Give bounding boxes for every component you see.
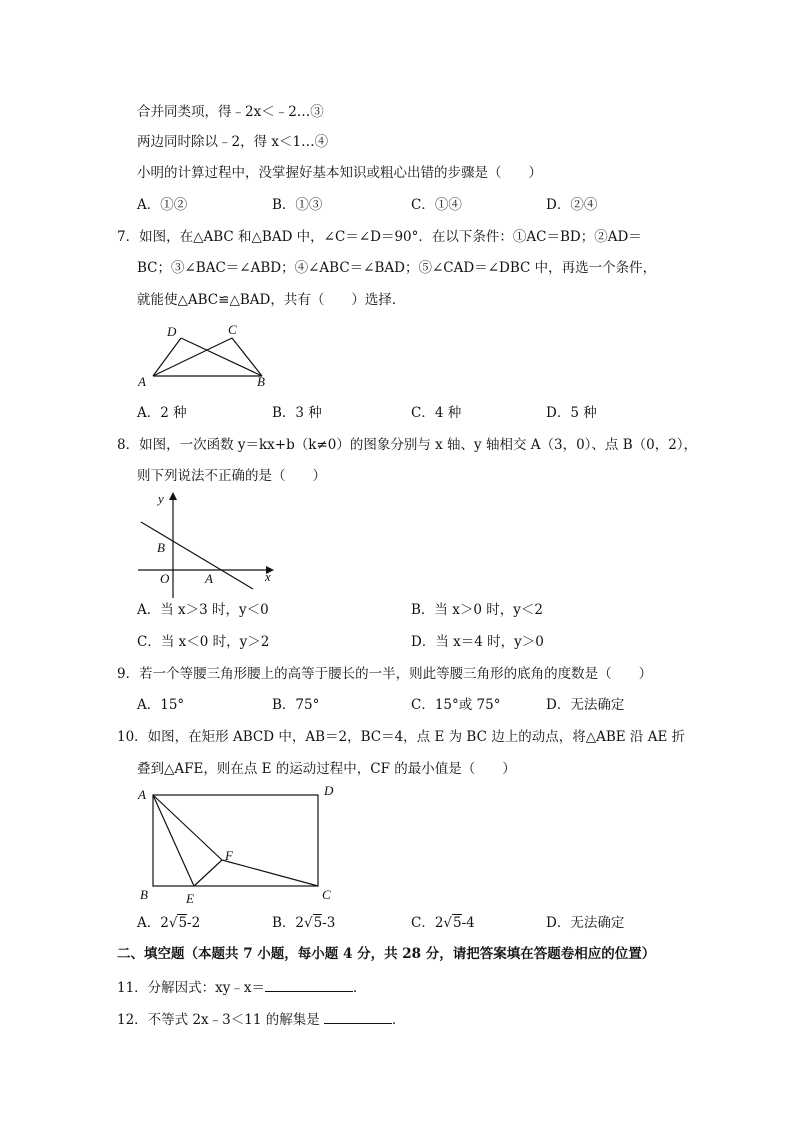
q10-label-b: B (140, 887, 148, 902)
q9-text: 9．若一个等腰三角形腰上的高等于腰长的一半，则此等腰三角形的底角的度数是（ ） (117, 666, 653, 682)
q7-label-b: B (257, 374, 265, 389)
q7-text-line1: 7．如图，在△ABC 和△BAD 中，∠C＝∠D＝90°．在以下条件：①AC＝BD；②AD＝ (117, 229, 642, 245)
q10-option-c: C．2√5-4 (411, 915, 475, 931)
q11-text: 11．分解因式：xy﹣x＝ ． (117, 977, 367, 997)
q11-answer-blank[interactable] (265, 977, 353, 992)
q10-label-f: F (225, 848, 233, 863)
section2-heading: 二、填空题（本题共 7 小题，每小题 4 分，共 28 分，请把答案填在答题卷相应的位置） (117, 946, 656, 962)
q10-segment-fc (222, 860, 318, 886)
q6-option-d: D．②④ (546, 197, 598, 213)
q6-option-a: A．①② (137, 197, 188, 213)
q12-answer-blank[interactable] (324, 1009, 392, 1024)
q9-option-d: D．无法确定 (546, 697, 625, 713)
q9-option-b: B．75° (272, 697, 320, 713)
q8-label-x: x (265, 569, 271, 584)
q7-option-b: B．3 种 (272, 405, 322, 421)
q10-segment-ae (153, 795, 194, 886)
q6-step3: 合并同类项，得﹣2x＜﹣2…③ (137, 104, 324, 120)
q6-question: 小明的计算过程中，没掌握好基本知识或粗心出错的步骤是（ ） (137, 165, 542, 181)
q6-option-c: C．①④ (411, 197, 462, 213)
q10-rectangle-abcd (153, 795, 318, 886)
q10-label-e: E (186, 891, 194, 906)
q8-option-c: C．当 x＜0 时，y＞2 (137, 634, 270, 650)
q10-text-line2: 叠到△AFE，则在点 E 的运动过程中，CF 的最小值是（ ） (137, 761, 516, 777)
q7-label-a: A (138, 374, 146, 389)
q10-segment-af (153, 795, 222, 860)
q10-option-a: A．2√5-2 (137, 915, 201, 931)
q7-text-line3: 就能使△ABC≌△BAD，共有（ ）选择． (137, 292, 406, 308)
q7-label-c: C (228, 322, 237, 337)
q7-option-d: D．5 种 (546, 405, 597, 421)
q9-option-c: C．15°或 75° (411, 697, 501, 713)
q8-label-y: y (158, 491, 164, 506)
q10-label-a: A (138, 787, 146, 802)
q7-label-d: D (167, 324, 177, 339)
q6-step4: 两边同时除以﹣2，得 x＜1…④ (137, 134, 329, 150)
q8-option-a: A．当 x＞3 时，y＜0 (137, 602, 269, 618)
q8-option-d: D．当 x＝4 时，y＞0 (411, 634, 544, 650)
q10-label-c: C (322, 887, 331, 902)
q10-segment-ef (194, 860, 222, 886)
q8-label-b: B (157, 540, 165, 555)
q10-label-d: D (324, 783, 334, 798)
q8-text-line2: 则下列说法不正确的是（ ） (137, 468, 326, 484)
q8-text-line1: 8．如图，一次函数 y＝kx+b（k≠0）的图象分别与 x 轴、y 轴相交 A（3，0）、点 B（0，2）， (117, 437, 698, 453)
q7-text-line2: BC；③∠BAC＝∠ABD；④∠ABC＝∠BAD；⑤∠CAD＝∠DBC 中，再选一个条件， (137, 260, 657, 276)
q8-label-o: O (160, 571, 170, 586)
q7-option-c: C．4 种 (411, 405, 462, 421)
q8-option-b: B．当 x＞0 时，y＜2 (411, 602, 543, 618)
q10-text-line1: 10．如图，在矩形 ABCD 中，AB＝2，BC＝4，点 E 为 BC 边上的动点，将△ABE 沿 AE 折 (117, 729, 686, 745)
q12-text: 12．不等式 2x﹣3＜11 的解集是 ． (117, 1009, 406, 1029)
q7-option-a: A．2 种 (137, 405, 187, 421)
q9-option-a: A．15° (137, 697, 185, 713)
q10-option-d: D．无法确定 (546, 915, 625, 931)
q10-option-b: B．2√5-3 (272, 915, 336, 931)
q8-label-a: A (205, 571, 213, 586)
q6-option-b: B．①③ (272, 197, 323, 213)
